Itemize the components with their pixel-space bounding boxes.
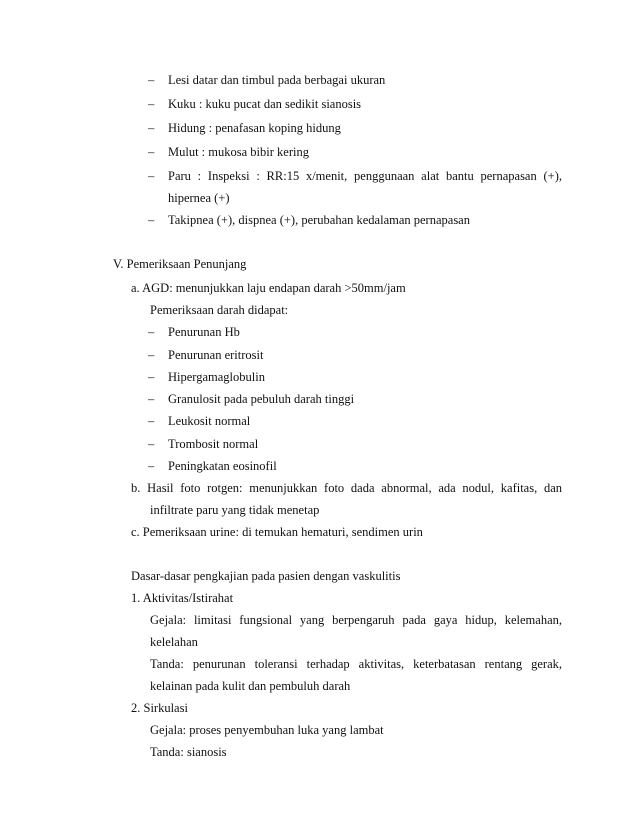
list-item: 2. Sirkulasi xyxy=(131,701,188,715)
list-item: Penurunan Hb xyxy=(168,325,240,339)
list-item-continuation: infiltrate paru yang tidak menetap xyxy=(150,503,320,517)
list-item: Paru : Inspeksi : RR:15 x/menit, penggunaan alat bantu pernapasan (+), xyxy=(168,169,562,183)
list-dash: – xyxy=(148,325,155,339)
list-dash: – xyxy=(148,392,155,406)
paragraph-text: kelainan pada kulit dan pembuluh darah xyxy=(150,679,351,693)
list-dash: – xyxy=(148,414,155,428)
list-item: Granulosit pada pebuluh darah tinggi xyxy=(168,392,355,406)
list-item: Hidung : penafasan koping hidung xyxy=(168,121,341,135)
list-item: Trombosit normal xyxy=(168,437,259,451)
list-item: Peningkatan eosinofil xyxy=(168,459,277,473)
list-dash: – xyxy=(148,213,155,227)
list-item: Takipnea (+), dispnea (+), perubahan kedalaman pernapasan xyxy=(168,213,470,227)
list-item: Lesi datar dan timbul pada berbagai ukuran xyxy=(168,73,386,87)
list-dash: – xyxy=(148,459,155,473)
list-item-continuation: hipernea (+) xyxy=(168,191,230,205)
paragraph-text: Tanda: penurunan toleransi terhadap aktivitas, keterbatasan rentang gerak, xyxy=(150,657,562,671)
list-item: a. AGD: menunjukkan laju endapan darah >50mm/jam xyxy=(131,281,406,295)
list-dash: – xyxy=(148,169,155,183)
list-item: Penurunan eritrosit xyxy=(168,348,264,362)
list-item: Leukosit normal xyxy=(168,414,251,428)
list-dash: – xyxy=(148,370,155,384)
section-heading: Dasar-dasar pengkajian pada pasien dengan vaskulitis xyxy=(131,569,401,583)
list-dash: – xyxy=(148,73,155,87)
list-item: c. Pemeriksaan urine: di temukan hematuri, sendimen urin xyxy=(131,525,423,539)
list-item: b. Hasil foto rotgen: menunjukkan foto dada abnormal, ada nodul, kafitas, dan xyxy=(131,481,562,495)
list-dash: – xyxy=(148,437,155,451)
paragraph-text: Pemeriksaan darah didapat: xyxy=(150,303,289,317)
paragraph-text: kelelahan xyxy=(150,635,198,649)
list-item: Hipergamaglobulin xyxy=(168,370,265,384)
list-item: 1. Aktivitas/Istirahat xyxy=(131,591,234,605)
list-dash: – xyxy=(148,348,155,362)
list-item: Mulut : mukosa bibir kering xyxy=(168,145,309,159)
list-dash: – xyxy=(148,97,155,111)
list-dash: – xyxy=(148,145,155,159)
paragraph-text: Gejala: limitasi fungsional yang berpengaruh pada gaya hidup, kelemahan, xyxy=(150,613,562,627)
list-dash: – xyxy=(148,121,155,135)
paragraph-text: Tanda: sianosis xyxy=(150,745,227,759)
paragraph-text: Gejala: proses penyembuhan luka yang lambat xyxy=(150,723,384,737)
section-heading: V. Pemeriksaan Penunjang xyxy=(113,257,247,271)
list-item: Kuku : kuku pucat dan sedikit sianosis xyxy=(168,97,362,111)
